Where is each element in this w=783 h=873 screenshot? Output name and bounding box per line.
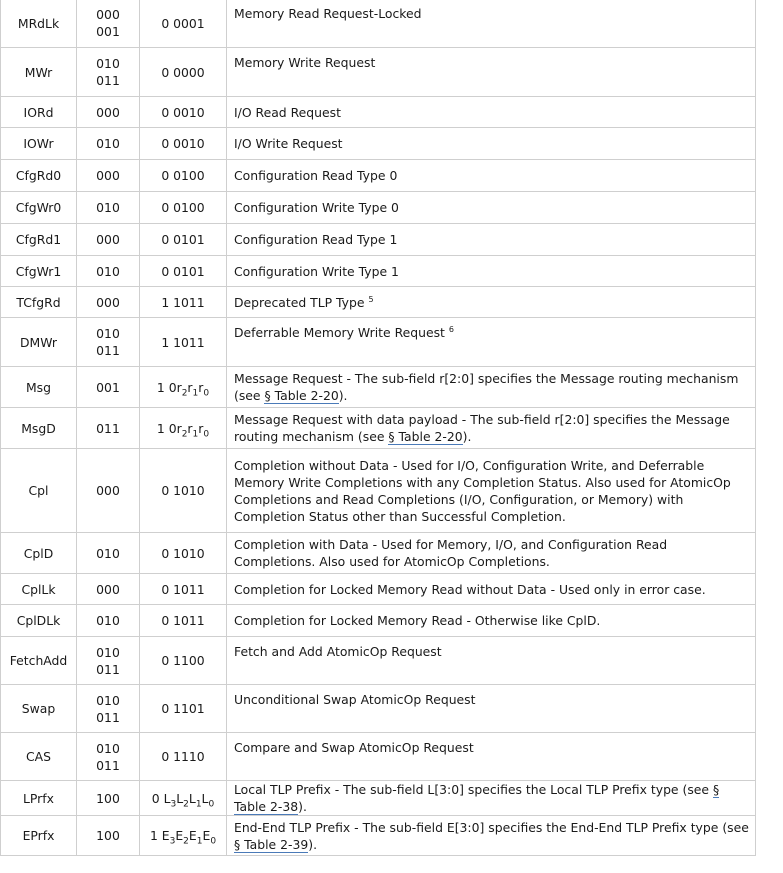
description-text: Deprecated TLP Type [234,294,365,310]
description-end: ). [308,836,318,852]
fmt-cell [77,367,140,408]
table-row [1,318,756,367]
fmt-cell [77,160,140,192]
type-cell: 1 1011 [140,287,227,318]
type-subscript: 2 [181,387,188,398]
description-text: Unconditional Swap AtomicOp Request [234,692,476,707]
type-cell [140,408,227,449]
type-letter: L [176,790,184,806]
tlp-name-cell: MWr [1,48,77,97]
description-cell [227,48,756,97]
tlp-name-cell: CfgWr1 [1,256,77,287]
type-letter: L [188,790,196,806]
description-text: Completion for Locked Memory Read - Otherwise like CplD. [234,613,601,628]
type-cell: 0 0100 [140,160,227,192]
tlp-name-cell: DMWr [1,318,77,367]
tlp-name-cell: CplDLk [1,605,77,637]
description-text: I/O Read Request [234,104,341,120]
footnote-marker[interactable]: 6 [448,324,454,334]
table-row [1,685,756,733]
fmt-cell [77,605,140,637]
fmt-cell [77,637,140,685]
fmt-value: 011 [96,757,120,773]
tlp-name-cell: Cpl [1,449,77,533]
type-subscript: 2 [183,798,189,809]
fmt-value: 000 [96,104,120,120]
fmt-cell [77,0,140,48]
description-cell [227,287,756,318]
fmt-cell [77,128,140,160]
type-letter: E [175,828,184,843]
tlp-name-cell: CfgRd0 [1,160,77,192]
type-subscript: 1 [195,798,202,809]
fmt-value: 011 [96,420,120,436]
description-cell [227,637,756,685]
type-prefix: 1 0r [156,379,182,395]
description-text: Completion with Data - Used for Memory, I/O, and Configuration Read Completions. Also used for AtomicOp Completions. [234,537,668,569]
type-cell: 0 0100 [140,192,227,224]
type-cell: 0 0010 [140,97,227,128]
type-letter: r [198,420,204,436]
description-cell [227,733,756,781]
fmt-cell [77,318,140,367]
type-subscript: 3 [170,798,177,809]
fmt-cell [77,256,140,287]
description-cell [227,0,756,48]
description-text: Local TLP Prefix - The sub-field L[3:0] specifies the Local TLP Prefix type (see [234,782,713,797]
table-row [1,781,756,816]
fmt-value: 000 [96,483,120,498]
table-row [1,449,756,533]
tlp-name-cell: CfgWr0 [1,192,77,224]
fmt-cell [77,224,140,256]
fmt-cell [77,48,140,97]
description-cell [227,816,756,856]
tlp-name-cell: Msg [1,367,77,408]
table-row [1,637,756,685]
fmt-value: 100 [96,790,120,806]
description-text: Configuration Read Type 0 [234,168,398,183]
description-cell [227,224,756,256]
description-text: Deferrable Memory Write Request [234,325,445,340]
type-subscript: 1 [192,387,199,398]
table-row [1,128,756,160]
tlp-name-cell: MsgD [1,408,77,449]
type-cell: 1 1011 [140,318,227,367]
table-row [1,48,756,97]
type-subscript: 1 [196,836,203,847]
type-subscript: 0 [208,798,215,809]
description-text: Configuration Write Type 1 [234,263,399,279]
fmt-value: 000 [96,168,120,183]
table-row [1,605,756,637]
type-cell: 0 0000 [140,48,227,97]
fmt-value: 010 [96,613,120,628]
description-cell [227,318,756,367]
tlp-name-cell: EPrfx [1,816,77,856]
table-reference-link[interactable]: § Table 2-20 [264,388,339,403]
fmt-cell [77,733,140,781]
table-row [1,224,756,256]
tlp-name-cell: CfgRd1 [1,224,77,256]
type-letter: r [187,379,193,395]
type-cell [140,367,227,408]
table-row [1,533,756,574]
description-cell [227,781,756,816]
description-cell [227,533,756,574]
type-cell: 0 1010 [140,449,227,533]
fmt-cell [77,97,140,128]
type-prefix: 0 L [151,790,171,806]
table-row [1,0,756,48]
table-row [1,574,756,605]
fmt-value: 010 [96,692,120,708]
fmt-value: 011 [96,661,120,677]
table-row [1,408,756,449]
table-row [1,256,756,287]
description-text: Completion without Data - Used for I/O, Configuration Write, and Deferrable Memory Write Completions with any Completion Status. Also used for AtomicOp Completions and Read Completions (I/O, Configuration, or Memory) with Completion Status other than Successful Completion. [234,457,731,524]
fmt-value: 000 [96,294,120,310]
description-text: End-End TLP Prefix - The sub-field E[3:0] specifies the End-End TLP Prefix type (see [234,819,749,835]
table-row [1,733,756,781]
tlp-name-cell: TCfgRd [1,287,77,318]
description-text: Configuration Read Type 1 [234,232,398,247]
description-text: Memory Read Request-Locked [234,6,422,21]
description-text: Compare and Swap AtomicOp Request [234,740,474,755]
fmt-value: 010 [96,56,120,71]
type-cell [140,781,227,816]
type-cell: 0 1100 [140,637,227,685]
table-row [1,287,756,318]
footnote-marker[interactable]: 5 [368,294,374,304]
fmt-cell [77,574,140,605]
description-cell [227,408,756,449]
type-cell: 0 1010 [140,533,227,574]
description-cell [227,256,756,287]
description-end: ). [462,429,472,444]
fmt-value: 010 [96,200,120,215]
fmt-value: 011 [96,709,120,725]
fmt-cell [77,781,140,816]
tlp-name-cell: CplLk [1,574,77,605]
type-cell: 0 0010 [140,128,227,160]
type-cell: 0 1011 [140,605,227,637]
fmt-value: 000 [96,581,120,597]
type-cell: 0 0101 [140,256,227,287]
fmt-cell [77,816,140,856]
table-body [1,0,756,856]
type-letter: r [198,379,204,395]
tlp-name-cell: Swap [1,685,77,733]
type-prefix: 1 E [149,828,170,843]
type-cell: 0 0001 [140,0,227,48]
table-row [1,97,756,128]
fmt-cell [77,533,140,574]
description-text: Message Request with data payload - The sub-field r[2:0] specifies the Message routing mechanism (see [234,412,730,444]
type-subscript: 3 [169,836,176,847]
description-cell [227,449,756,533]
tlp-name-cell: CAS [1,733,77,781]
description-end: ). [298,799,307,814]
type-subscript: 2 [183,836,189,847]
type-prefix: 1 0r [156,420,182,436]
fmt-value: 010 [96,545,120,561]
description-cell [227,685,756,733]
description-cell [227,574,756,605]
fmt-cell [77,408,140,449]
table-reference-link[interactable]: § Table 2-20 [388,429,463,444]
type-letter: L [201,790,209,806]
type-cell [140,816,227,856]
type-letter: E [202,828,211,843]
description-text: Fetch and Add AtomicOp Request [234,644,442,659]
description-cell [227,160,756,192]
type-subscript: 0 [203,387,210,398]
table-row [1,816,756,856]
type-letter: r [187,420,193,436]
fmt-value: 011 [96,343,120,358]
table-row [1,160,756,192]
type-subscript: 0 [210,836,217,847]
fmt-value: 010 [96,644,120,660]
fmt-cell [77,685,140,733]
fmt-value: 010 [96,740,120,756]
table-reference-link[interactable]: § Table 2-38 [234,782,720,814]
type-cell: 0 1110 [140,733,227,781]
fmt-value: 001 [96,24,120,39]
description-text: Message Request - The sub-field r[2:0] specifies the Message routing mechanism (see [234,371,739,403]
description-text: Completion for Locked Memory Read without Data - Used only in error case. [234,581,706,597]
type-subscript: 1 [192,428,199,439]
tlp-name-cell: CplD [1,533,77,574]
table-row [1,192,756,224]
fmt-value: 010 [96,136,120,151]
description-cell [227,605,756,637]
description-text: Configuration Write Type 0 [234,200,399,215]
description-text: Memory Write Request [234,55,376,70]
fmt-value: 100 [96,828,120,843]
fmt-value: 010 [96,263,120,279]
type-cell: 0 1101 [140,685,227,733]
fmt-value: 001 [96,379,120,395]
fmt-value: 011 [96,73,120,88]
type-cell: 0 0101 [140,224,227,256]
tlp-name-cell: LPrfx [1,781,77,816]
type-subscript: 2 [181,428,188,439]
fmt-cell [77,287,140,318]
description-cell [227,97,756,128]
tlp-name-cell: IORd [1,97,77,128]
description-text: I/O Write Request [234,136,343,151]
fmt-value: 000 [96,7,120,22]
type-letter: E [188,828,197,843]
tlp-name-cell: FetchAdd [1,637,77,685]
table-reference-link[interactable]: § Table 2-39 [234,836,309,852]
type-subscript: 0 [203,428,210,439]
description-end: ). [338,388,348,403]
fmt-cell [77,192,140,224]
description-cell [227,192,756,224]
fmt-value: 010 [96,326,120,341]
tlp-name-cell: MRdLk [1,0,77,48]
type-cell: 0 1011 [140,574,227,605]
fmt-cell [77,449,140,533]
description-cell [227,367,756,408]
table-row [1,367,756,408]
tlp-name-cell: IOWr [1,128,77,160]
description-cell [227,128,756,160]
fmt-value: 000 [96,232,120,247]
